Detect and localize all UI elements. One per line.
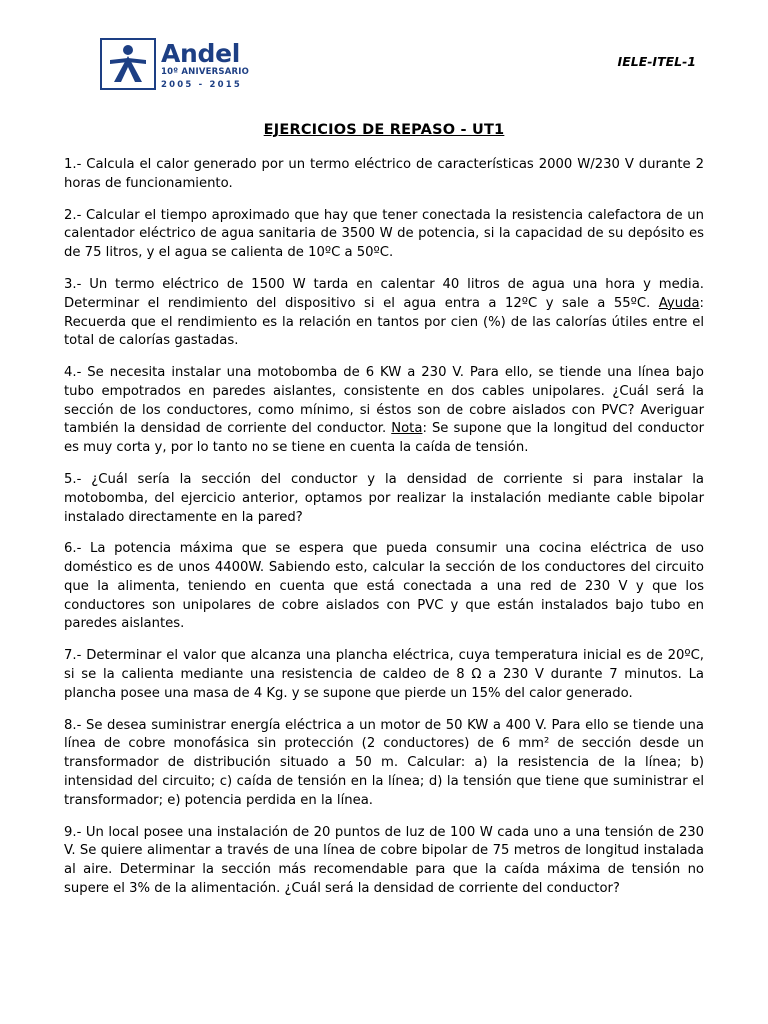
- document-header: [64, 38, 704, 100]
- exercise-item-7: 7.- Determinar el valor que alcanza una plancha eléctrica, cuya temperatura inicial es de 20ºC, si se la calienta mediante una resistencia de caldeo de 8 Ω a 230 V durante 7 minutos. La plancha posee una masa de 4 Kg. y se supone que pierde un 15% del calor generado.: [64, 648, 704, 701]
- document-code: IELE-ITEL-1: [617, 54, 696, 69]
- exercise-item-1: 1.- Calcula el calor generado por un termo eléctrico de características 2000 W/230 V durante 2 horas de funcionamiento.: [64, 157, 704, 191]
- exercise-item-8: 8.- Se desea suministrar energía eléctrica a un motor de 50 KW a 400 V. Para ello se tiende una línea de cobre monofásica sin protección (2 conductores) de 6 mm² de sección desde un transformador de distribución situado a 50 m. Calcular: a) la resistencia de la línea; b) intensidad del circuito; c) caída de tensión en la línea; d) la tensión que tiene que suministrar el transformador; e) potencia perdida en la línea.: [64, 717, 704, 808]
- text-run: : Recuerda que el rendimiento es la relación en tantos por cien (%) de las calorías útiles entre el total de calorías gastadas.: [64, 295, 704, 349]
- exercise-item-6: 6.- La potencia máxima que se espera que pueda consumir una cocina eléctrica de uso doméstico es de unos 4400W. Sabiendo esto, calcular la sección de los conductores del circuito que la alimenta, teniendo en cuenta que está conectada a una red de 230 V y que los conductores son unipolares de cobre aislados con PVC y que están instalados bajo tubo en paredes aislantes.: [64, 541, 704, 632]
- emphasis-underline: Ayuda: [658, 295, 700, 311]
- exercise-list: [64, 156, 704, 898]
- text-run: 4.- Se necesita instalar una motobomba de 6 KW a 230 V. Para ello, se tiende una línea bajo tubo empotrados en paredes aislantes, consistente en dos cables unipolares. ¿Cuál será la sección de los conductores, como mínimo, si éstos son de cobre aislados con PVC? Averiguar también la densidad de corriente del conductor.: [64, 365, 704, 437]
- exercise-item-4: [64, 364, 704, 458]
- andel-figure-logo-icon: [100, 38, 156, 90]
- text-run: : Se supone que la longitud del conductor es muy corta y, por lo tanto no se tiene en cuenta la caída de tensión.: [64, 421, 704, 456]
- anniversary-years: 2005 - 2015: [161, 79, 242, 90]
- exercise-item-3: [64, 276, 704, 351]
- exercise-item-5: 5.- ¿Cuál sería la sección del conductor y la densidad de corriente si para instalar la motobomba, del ejercicio anterior, optamos por realizar la instalación mediante cable bipolar instalado directamente en la pared?: [64, 472, 704, 525]
- andel-logo: [100, 38, 249, 90]
- exercise-item-9: 9.- Un local posee una instalación de 20 puntos de luz de 100 W cada uno a una tensión de 230 V. Se quiere alimentar a través de una línea de cobre bipolar de 75 metros de longitud instalada al aire. Determinar la sección más recomendable para que la caída máxima de tensión no supere el 3% de la alimentación. ¿Cuál será la densidad de corriente del conductor?: [64, 824, 704, 896]
- anniversary-label: 10º ANIVERSARIO: [161, 67, 249, 77]
- emphasis-underline: Nota: [391, 421, 423, 437]
- brand-name: Andel: [161, 39, 241, 68]
- andel-logo-text: [161, 38, 249, 89]
- exercise-item-2: 2.- Calcular el tiempo aproximado que hay que tener conectada la resistencia calefactora de un calentador eléctrico de agua sanitaria de 3500 W de potencia, si la capacidad de su depósito es de 75 litros, y el agua se calienta de 10ºC a 50ºC.: [64, 207, 704, 261]
- page-title: EJERCICIOS DE REPASO - UT1: [263, 122, 505, 138]
- text-run: 3.- Un termo eléctrico de 1500 W tarda en calentar 40 litros de agua una hora y media. Determinar el rendimiento del dispositivo si el agua entra a 12ºC y sale a 55ºC.: [64, 277, 704, 311]
